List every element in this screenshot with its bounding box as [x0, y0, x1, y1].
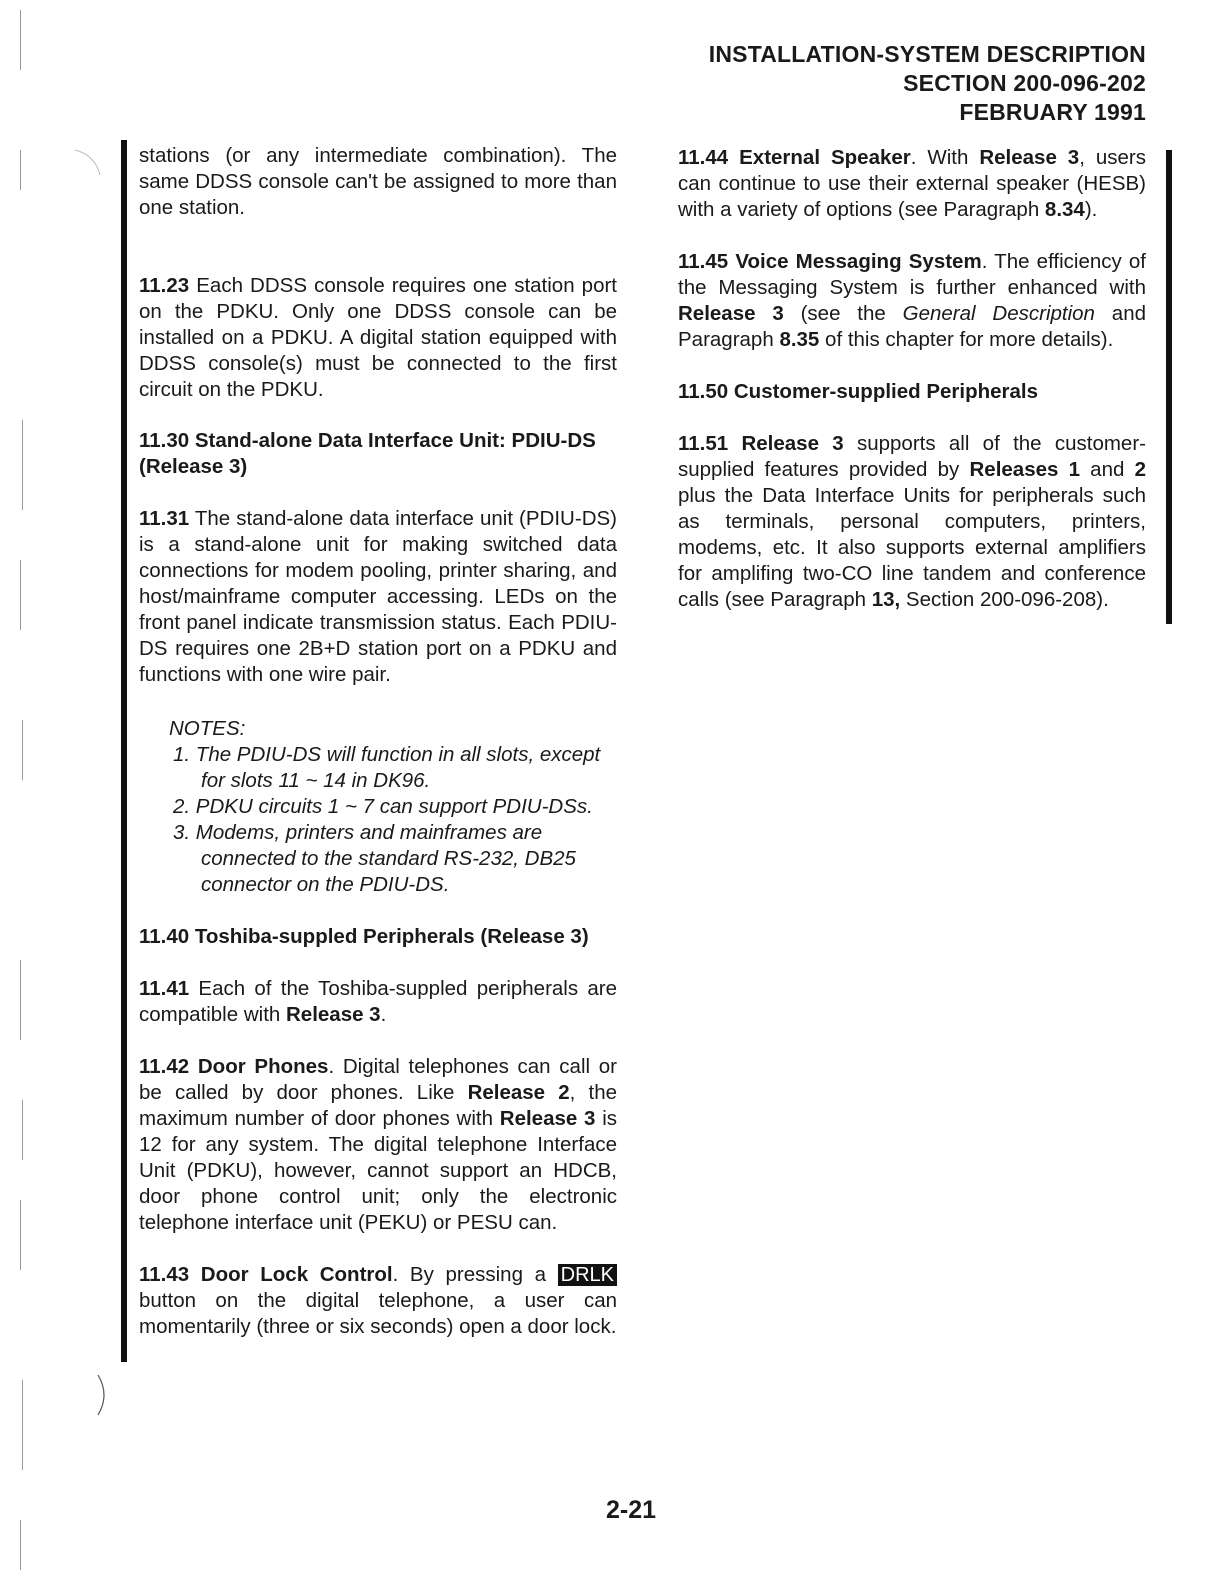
- paragraph-number: 11.42: [139, 1055, 190, 1078]
- right-change-bar: [1166, 150, 1172, 624]
- drlk-key: DRLK: [558, 1264, 617, 1286]
- heading-11-40: 11.40 Toshiba-suppled Peripherals (Release 3): [139, 925, 589, 948]
- header-title: INSTALLATION-SYSTEM DESCRIPTION: [708, 41, 1146, 67]
- paragraph-11-44: 11.44 External Speaker. With Release 3, users can continue to use their external speaker (HESB) with a variety of options (see Paragraph 8.34).: [678, 146, 1146, 221]
- paragraph-11-23: 11.23 Each DDSS console requires one station port on the PDKU. Only one DDSS console can be installed on a PDKU. A digital station equipped with DDSS console(s) must be connected to the first circuit on the PDKU.: [139, 274, 617, 401]
- note-item: 3. Modems, printers and mainframes are connected to the standard RS-232, DB25 connector on the PDIU-DS.: [173, 821, 576, 896]
- note-item: 1. The PDIU-DS will function in all slots, except for slots 11 ~ 14 in DK96.: [173, 743, 601, 792]
- header-section: SECTION 200-096-202: [903, 70, 1146, 96]
- paragraph-number: 11.51: [678, 432, 729, 455]
- left-change-bar: [121, 140, 127, 1362]
- heading-11-30: 11.30 Stand-alone Data Interface Unit: PDIU-DS (Release 3): [139, 429, 596, 478]
- paragraph-11-45: 11.45 Voice Messaging System. The efficiency of the Messaging System is further enhanced with Release 3 (see the General Description and Paragraph 8.35 of this chapter for more details).: [678, 250, 1147, 351]
- paragraph-number: 11.43: [139, 1263, 190, 1286]
- paragraph-11-31: 11.31 The stand-alone data interface unit (PDIU-DS) is a stand-alone unit for making switched data connections for modem pooling, printer sharing, and host/mainframe computer accessing. LEDs on the front panel indicate transmission status. Each PDIU-DS requires one 2B+D station port on a PDKU and functions with one wire pair.: [139, 507, 617, 686]
- page-header: [709, 40, 1146, 127]
- header-date: FEBRUARY 1991: [959, 99, 1146, 125]
- notes-title: NOTES:: [169, 717, 246, 740]
- page-number: 2-21: [606, 1496, 657, 1524]
- paragraph-number: 11.44: [678, 146, 729, 169]
- paragraph-continuation: stations (or any intermediate combination). The same DDSS console can't be assigned to more than one station.: [139, 144, 617, 219]
- heading-11-50: 11.50 Customer-supplied Peripherals: [678, 380, 1039, 403]
- paragraph-number: 11.23: [139, 274, 190, 297]
- paragraph-number: 11.41: [139, 977, 190, 1000]
- paragraph-11-42: 11.42 Door Phones. Digital telephones can call or be called by door phones. Like Release 2, the maximum number of door phones with Release 3 is 12 for any system. The digital telephone Interface Unit (PDKU), however, cannot support an HDCB, door phone control unit; only the electronic telephone interface unit (PEKU) or PESU can.: [139, 1055, 618, 1234]
- paragraph-11-41: 11.41 Each of the Toshiba-suppled peripherals are compatible with Release 3.: [139, 977, 617, 1026]
- notes-block: [169, 716, 617, 898]
- paragraph-11-51: 11.51 Release 3 supports all of the customer-supplied features provided by Releases 1 and 2 plus the Data Interface Units for peripherals such as terminals, personal computers, printers, modems, etc. It also supports external amplifiers for amplifing two-CO line tandem and conference calls (see Paragraph 13, Section 200-096-208).: [678, 432, 1146, 611]
- note-item: 2. PDKU circuits 1 ~ 7 can support PDIU-DSs.: [173, 795, 593, 818]
- paragraph-11-43: 11.43 Door Lock Control. By pressing a DRLK button on the digital telephone, a user can momentarily (three or six seconds) open a door lock.: [139, 1263, 617, 1338]
- paragraph-number: 11.45: [678, 250, 729, 273]
- right-column: [678, 145, 1146, 613]
- paragraph-number: 11.31: [139, 507, 190, 530]
- left-column: [139, 143, 617, 1340]
